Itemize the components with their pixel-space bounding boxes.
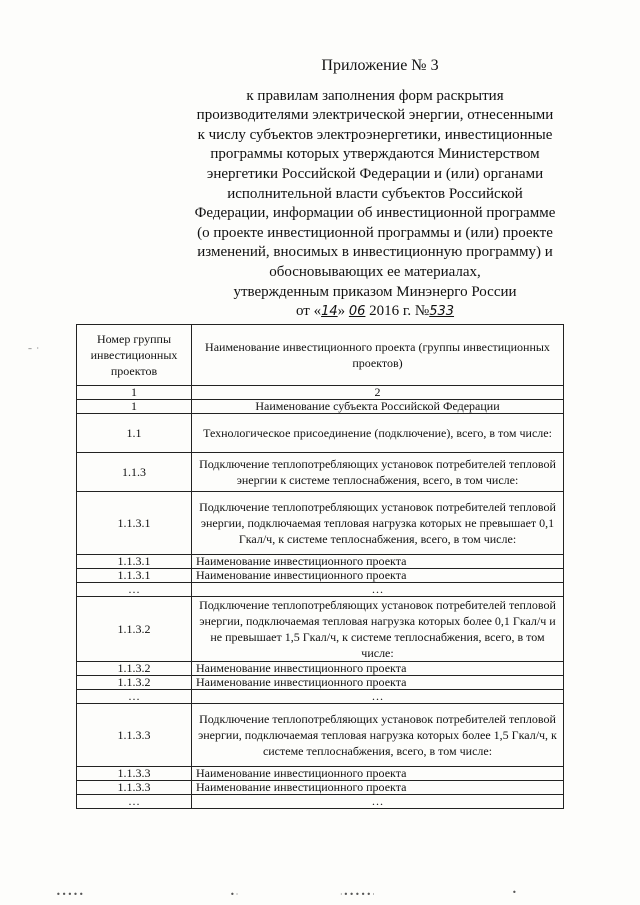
column-number: 1 bbox=[77, 386, 192, 400]
date-prefix: от « bbox=[295, 303, 322, 320]
group-number: 1.1.3.1 bbox=[77, 492, 192, 555]
header-line: к числу субъектов электроэнергетики, инвестиционные bbox=[197, 126, 553, 143]
group-name: Технологическое присоединение (подключение), всего, в том числе: bbox=[192, 414, 564, 453]
order-number: 533 bbox=[429, 304, 455, 320]
header-line: (о проекте инвестиционной программы и (или) проекте bbox=[197, 224, 553, 241]
header-line: производителями электрической энергии, отнесенными bbox=[196, 107, 554, 124]
group-name: Подключение теплопотребляющих установок потребителей тепловой энергии, подключаемая тепловая нагрузка которых более 1,5 Гкал/ч, к системе теплоснабжения, всего, в том числе: bbox=[192, 704, 564, 767]
table-row bbox=[77, 597, 564, 662]
appendix-title: Приложение № 3 bbox=[321, 57, 439, 74]
column-number: 2 bbox=[192, 386, 564, 400]
ellipsis-cell: … bbox=[77, 690, 192, 704]
project-name: Наименование инвестиционного проекта bbox=[192, 676, 564, 690]
group-number: 1.1.3.3 bbox=[77, 767, 192, 781]
header-line: Федерации, информации об инвестиционной программе bbox=[194, 205, 556, 222]
group-name: Подключение теплопотребляющих установок потребителей тепловой энергии, подключаемая тепловая нагрузка которых не превышает 0,1 Гкал/ч, к системе теплоснабжения, всего, в том числе: bbox=[192, 492, 564, 555]
ellipsis-cell: … bbox=[192, 795, 564, 809]
table-row bbox=[77, 690, 564, 704]
table-header-row bbox=[77, 325, 564, 386]
scan-artifact: ••••• bbox=[56, 890, 85, 899]
group-number: 1.1.3.3 bbox=[77, 704, 192, 767]
date-year: 2016 г. № bbox=[369, 303, 430, 320]
table-row bbox=[77, 400, 564, 414]
column-numbers-row bbox=[77, 386, 564, 400]
group-number: 1.1.3 bbox=[77, 453, 192, 492]
document-header bbox=[160, 56, 590, 322]
project-name: Наименование инвестиционного проекта bbox=[192, 662, 564, 676]
scan-artifact: • bbox=[512, 888, 518, 897]
group-number: 1.1.3.2 bbox=[77, 662, 192, 676]
group-number: 1.1.3.2 bbox=[77, 676, 192, 690]
group-name: Подключение теплопотребляющих установок потребителей тепловой энергии, подключаемая тепловая нагрузка которых более 0,1 Гкал/ч и не превышает 1,5 Гкал/ч, к системе теплоснабжения, всего, в том числе: bbox=[192, 597, 564, 662]
header-line: энергетики Российской Федерации и (или) органами bbox=[206, 165, 544, 182]
column-header-group-number: Номер группы инвестиционных проектов bbox=[77, 325, 192, 386]
group-number: 1.1.3.3 bbox=[77, 781, 192, 795]
group-number: 1.1.3.2 bbox=[77, 597, 192, 662]
header-line: программы которых утверждаются Министерством bbox=[210, 146, 540, 163]
table-row bbox=[77, 453, 564, 492]
scan-artifact: •· bbox=[230, 890, 240, 899]
header-line: изменений, вносимых в инвестиционную программу) и bbox=[197, 244, 553, 261]
table-row bbox=[77, 781, 564, 795]
header-line: утвержденным приказом Минэнерго России bbox=[233, 283, 517, 300]
scan-artifact: ·•••••· bbox=[340, 890, 376, 899]
project-name: Наименование инвестиционного проекта bbox=[192, 781, 564, 795]
ellipsis-cell: … bbox=[192, 690, 564, 704]
table-row bbox=[77, 569, 564, 583]
table-row bbox=[77, 492, 564, 555]
group-number: 1.1.3.1 bbox=[77, 569, 192, 583]
group-name: Подключение теплопотребляющих установок потребителей тепловой энергии к системе теплоснабжения, всего, в том числе: bbox=[192, 453, 564, 492]
header-line: к правилам заполнения форм раскрытия bbox=[246, 87, 504, 104]
order-date-line bbox=[160, 302, 590, 322]
investment-groups-table bbox=[76, 324, 564, 809]
column-header-project-name: Наименование инвестиционного проекта (группы инвестиционных проектов) bbox=[192, 325, 564, 386]
table-row bbox=[77, 795, 564, 809]
table-row bbox=[77, 676, 564, 690]
date-day: 14 bbox=[321, 304, 338, 320]
ellipsis-cell: … bbox=[77, 583, 192, 597]
scan-artifact: – · bbox=[28, 344, 41, 353]
group-name: Наименование субъекта Российской Федерации bbox=[192, 400, 564, 414]
project-name: Наименование инвестиционного проекта bbox=[192, 555, 564, 569]
table-row bbox=[77, 767, 564, 781]
table-row bbox=[77, 583, 564, 597]
header-line: исполнительной власти субъектов Российской bbox=[227, 185, 523, 202]
date-mid: » bbox=[337, 303, 346, 320]
group-number: 1.1.3.1 bbox=[77, 555, 192, 569]
header-line: обосновывающих ее материалах, bbox=[269, 263, 481, 280]
table-row bbox=[77, 555, 564, 569]
ellipsis-cell: … bbox=[77, 795, 192, 809]
group-number: 1.1 bbox=[77, 414, 192, 453]
project-name: Наименование инвестиционного проекта bbox=[192, 569, 564, 583]
project-name: Наименование инвестиционного проекта bbox=[192, 767, 564, 781]
date-month: 06 bbox=[348, 304, 366, 320]
table-row bbox=[77, 414, 564, 453]
group-number: 1 bbox=[77, 400, 192, 414]
table-row bbox=[77, 662, 564, 676]
table-row bbox=[77, 704, 564, 767]
ellipsis-cell: … bbox=[192, 583, 564, 597]
